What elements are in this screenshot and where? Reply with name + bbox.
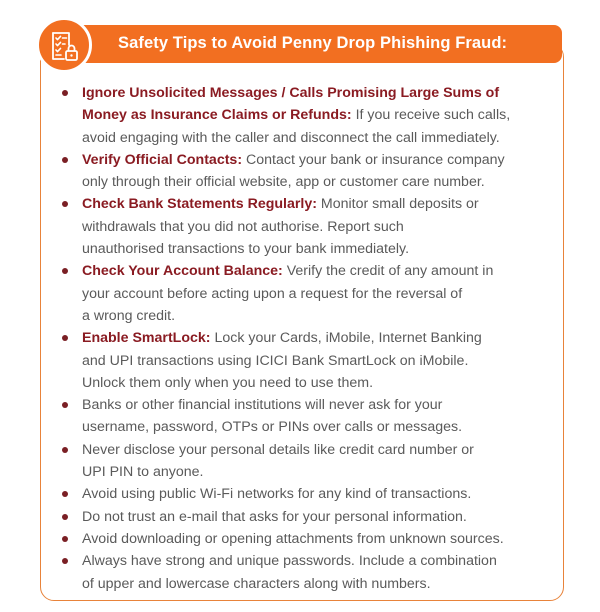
tip-text: avoid engaging with the caller and disconnect the call immediately. (82, 129, 500, 146)
tip-line (82, 573, 562, 595)
tip-text: Avoid using public Wi-Fi networks for any kind of transactions. (82, 486, 472, 503)
tip-heading: Enable SmartLock: (82, 330, 211, 347)
bullet-icon (62, 201, 68, 207)
tip-text: a wrong credit. (82, 307, 176, 324)
tip-text: If you receive such calls, (351, 107, 511, 124)
list-item (62, 528, 562, 550)
list-item (62, 550, 562, 595)
tip-line (82, 394, 562, 416)
list-item (62, 506, 562, 528)
tip-line (82, 260, 562, 282)
tip-text: your account before acting upon a request for the reversal of (82, 285, 463, 302)
bullet-icon (62, 447, 68, 453)
tip-line (82, 461, 562, 483)
tip-line (82, 193, 562, 215)
tip-line (82, 82, 562, 104)
tip-line (82, 483, 562, 505)
list-item (62, 327, 562, 394)
tip-line (82, 528, 562, 550)
tips-list (62, 82, 562, 595)
bullet-icon (62, 90, 68, 96)
tip-line (82, 283, 562, 305)
tip-heading: Check Bank Statements Regularly: (82, 196, 317, 213)
tip-text: username, password, OTPs or PINs over calls or messages. (82, 419, 463, 436)
tip-line (82, 216, 562, 238)
tip-line (82, 439, 562, 461)
bullet-icon (62, 157, 68, 163)
tip-line (82, 350, 562, 372)
list-item (62, 260, 562, 327)
tip-heading: Ignore Unsolicited Messages / Calls Promising Large Sums of (82, 85, 500, 101)
bullet-icon (62, 335, 68, 341)
tip-text: only through their official website, app or customer care number. (82, 174, 485, 191)
tip-text: UPI PIN to anyone. (82, 464, 204, 481)
bullet-icon (62, 514, 68, 520)
list-item (62, 394, 562, 439)
tip-text: Always have strong and unique passwords. Include a combination (82, 553, 497, 570)
list-item (62, 193, 562, 260)
tip-line (82, 104, 562, 126)
tip-line (82, 416, 562, 438)
list-item (62, 149, 562, 194)
tip-line (82, 327, 562, 349)
tip-text: Contact your bank or insurance company (242, 151, 505, 168)
header-icon-badge (36, 17, 92, 73)
tip-heading: Check Your Account Balance: (82, 263, 283, 280)
tip-text: Do not trust an e-mail that asks for your personal information. (82, 508, 467, 525)
tip-text: Unlock them only when you need to use them. (82, 374, 374, 391)
tip-text: Lock your Cards, iMobile, Internet Banking (210, 330, 482, 347)
tip-text: Avoid downloading or opening attachments from unknown sources. (82, 530, 504, 547)
tip-line (82, 550, 562, 572)
tip-line (82, 149, 562, 171)
bullet-icon (62, 402, 68, 408)
bullet-icon (62, 558, 68, 564)
list-item (62, 439, 562, 484)
tip-line (82, 305, 562, 327)
tip-line (82, 171, 562, 193)
bullet-icon (62, 536, 68, 542)
tip-text: of upper and lowercase characters along with numbers. (82, 575, 431, 592)
list-item (62, 82, 562, 149)
tip-line (82, 506, 562, 528)
bullet-icon (62, 491, 68, 497)
list-item (62, 483, 562, 505)
tip-text: Never disclose your personal details like credit card number or (82, 441, 474, 458)
page-title: Safety Tips to Avoid Penny Drop Phishing Fraud: (118, 34, 508, 52)
tip-text: unauthorised transactions to your bank immediately. (82, 241, 410, 258)
tip-text: withdrawals that you did not authorise. Report such (82, 218, 404, 235)
bullet-icon (62, 268, 68, 274)
tip-text: Monitor small deposits or (316, 196, 479, 213)
tip-line (82, 238, 562, 260)
tip-line (82, 372, 562, 394)
tip-heading: Money as Insurance Claims or Refunds: (82, 107, 352, 124)
tip-text: Banks or other financial institutions will never ask for your (82, 397, 443, 414)
tip-heading: Verify Official Contacts: (82, 151, 243, 168)
tip-text: Verify the credit of any amount in (282, 263, 494, 280)
tip-line (82, 127, 562, 149)
tip-text: and UPI transactions using ICICI Bank SmartLock on iMobile. (82, 352, 469, 369)
checklist-security-icon (50, 30, 80, 62)
